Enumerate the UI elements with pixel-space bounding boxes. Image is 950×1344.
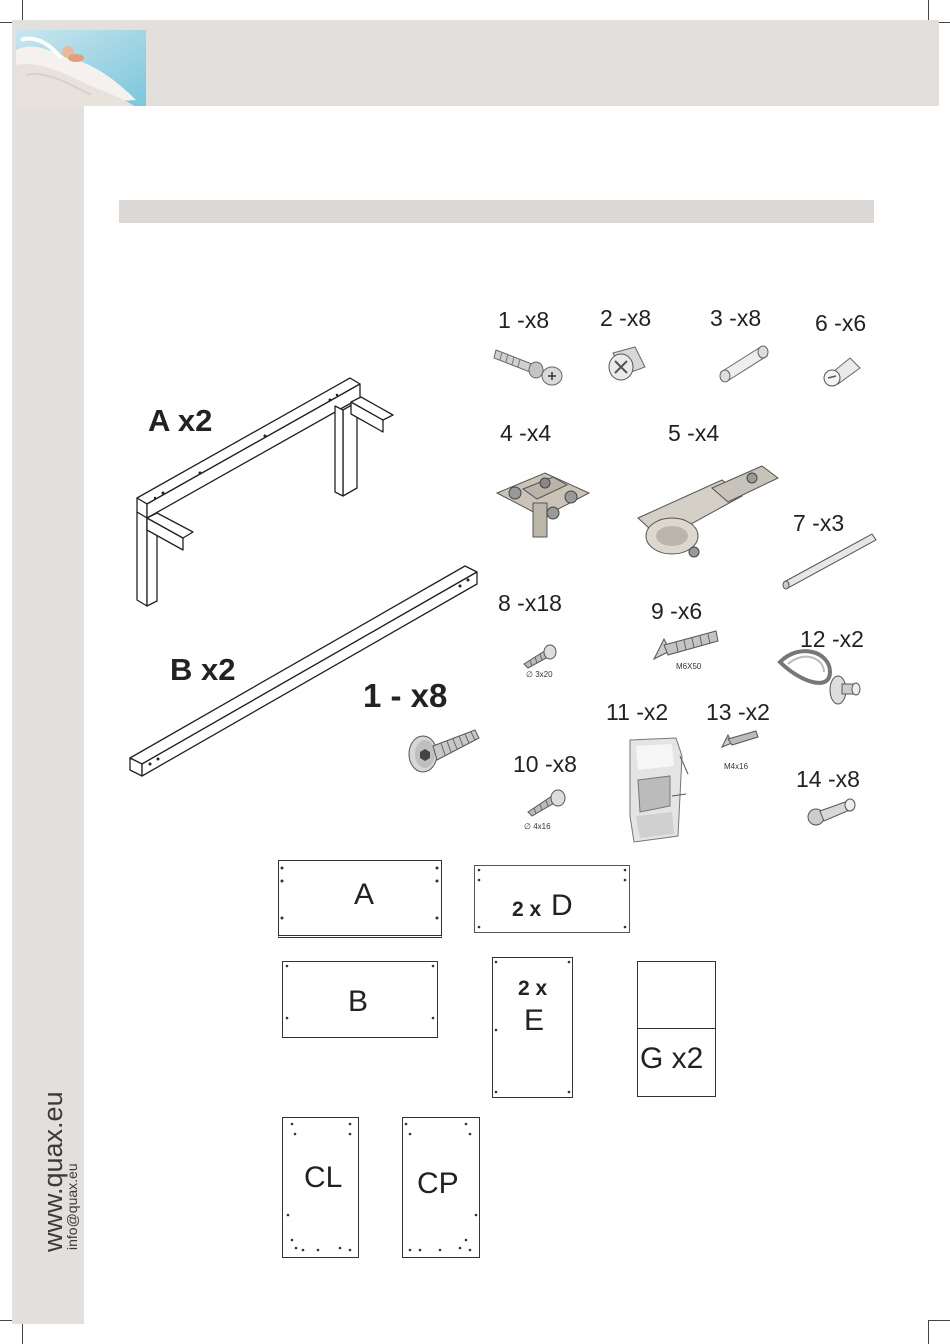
panel-a-label: A xyxy=(354,878,375,911)
header-band xyxy=(12,20,939,106)
panel-d-label: D xyxy=(551,889,573,922)
hw-image-5 xyxy=(632,460,782,560)
hw-image-10 xyxy=(524,786,568,816)
hw-label-6: 6 -x6 xyxy=(815,310,867,336)
email-text[interactable]: info@quax.eu xyxy=(64,1163,80,1250)
panel-g xyxy=(637,961,716,1097)
website-text[interactable]: www.quax.eu xyxy=(38,1091,68,1252)
panel-cp-label: CP xyxy=(417,1167,459,1200)
panel-e-qty: 2 x xyxy=(518,977,548,1000)
hw-image-6 xyxy=(820,352,866,388)
crop-mark xyxy=(22,0,23,22)
hw-label-14: 14 -x8 xyxy=(796,766,860,792)
panel-g-label: G x2 xyxy=(640,1042,704,1075)
hw-label-3: 3 -x8 xyxy=(710,305,762,331)
hw-image-7 xyxy=(780,530,880,590)
hw-image-11 xyxy=(622,736,692,844)
frame-b-label: B x2 xyxy=(170,652,236,687)
hw-label-2: 2 -x8 xyxy=(600,305,652,331)
hw-image-4 xyxy=(493,463,593,541)
section-title-bar xyxy=(119,200,874,223)
hw-spec-13: M4x16 xyxy=(724,762,749,771)
hw-label-7: 7 -x3 xyxy=(793,510,845,536)
hw-image-1 xyxy=(492,342,566,386)
hw-image-2 xyxy=(605,343,651,385)
panel-cl-label: CL xyxy=(304,1161,343,1194)
hw-image-8 xyxy=(520,640,560,670)
hw-label-10: 10 -x8 xyxy=(513,751,577,777)
hw-label-8: 8 -x18 xyxy=(498,590,562,616)
brand-logo-image xyxy=(16,30,146,106)
hw-image-14 xyxy=(804,795,860,829)
hw-label-13: 13 -x2 xyxy=(706,699,770,725)
hw-image-13 xyxy=(720,725,760,751)
bolt-1-image xyxy=(405,718,485,778)
hw-spec-10: ∅ 4x16 xyxy=(524,822,551,831)
hw-image-12 xyxy=(770,642,870,712)
hw-label-11: 11 -x2 xyxy=(606,699,669,725)
hw-label-5: 5 -x4 xyxy=(668,420,720,446)
hw-spec-8: ∅ 3x20 xyxy=(526,670,553,679)
hw-spec-9: M6X50 xyxy=(676,662,702,671)
hw-image-3 xyxy=(715,342,775,382)
panel-b-label: B xyxy=(348,985,369,1018)
crop-mark xyxy=(928,0,929,22)
hw-label-12: 12 -x2 xyxy=(800,626,864,652)
panel-e-label: E xyxy=(524,1004,545,1037)
frame-a-label: A x2 xyxy=(148,403,213,438)
panel-d-qty: 2 x xyxy=(512,898,542,921)
hw-image-9 xyxy=(650,625,720,665)
crop-mark xyxy=(928,1320,929,1344)
bolt-1-label: 1 - x8 xyxy=(363,677,448,714)
panel-g-divider xyxy=(637,1028,716,1029)
hw-label-9: 9 -x6 xyxy=(651,598,703,624)
hw-label-1: 1 -x8 xyxy=(498,307,550,333)
hw-label-4: 4 -x4 xyxy=(500,420,552,446)
crop-mark xyxy=(928,1320,950,1321)
